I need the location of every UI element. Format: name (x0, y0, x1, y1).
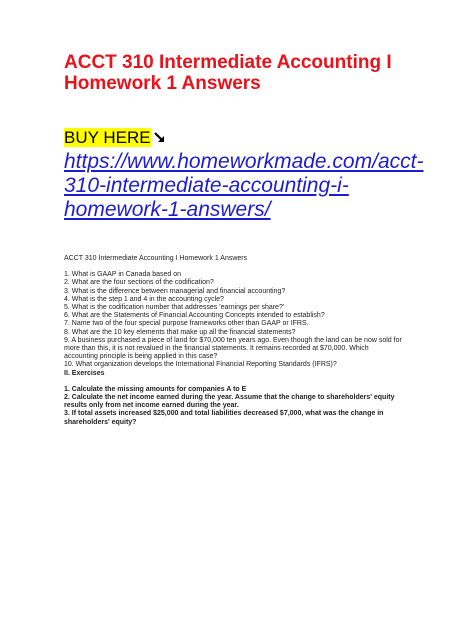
buy-here-banner (64, 128, 166, 147)
section-heading: II. Exercises (64, 369, 105, 377)
exercise-list (64, 386, 404, 427)
question-item: 1. What is GAAP in Canada based on (64, 271, 181, 279)
question-item: 3. What is the difference between managerial and financial accounting? (64, 287, 286, 295)
question-list (64, 271, 404, 369)
buy-here-label: BUY HERE (64, 128, 151, 147)
question-item: 10. What organization develops the International Financial Reporting Standards (IFRS)? (64, 361, 337, 369)
question-item: 8. What are the 10 key elements that make up all the financial statements? (64, 328, 296, 336)
arrow-down-right-icon (153, 129, 166, 142)
document-body (64, 255, 404, 427)
exercise-item: 1. Calculate the missing amounts for companies A to E (64, 385, 247, 393)
question-item: 9. A business purchased a piece of land for $70,000 ten years ago. Even though the land can be now sold for more than this, it is not revalued in the financial statements. It remains recorded at $70,000. Which accounting principle is being applied in this case? (64, 336, 402, 361)
question-item: 6. What are the Statements of Financial Accounting Concepts intended to establish? (64, 312, 325, 320)
exercise-item: 3. If total assets increased $25,000 and total liabilities decreased $7,000, what was the change in shareholders' equity? (64, 410, 384, 426)
product-link[interactable]: https://www.homeworkmade.com/acct-310-intermediate-accounting-i-homework-1-answers/ (64, 150, 424, 221)
question-item: 2. What are the four sections of the codification? (64, 279, 214, 287)
exercise-item: 2. Calculate the net income earned during the year. Assume that the change to shareholders' equity results only from net income earned during the year. (64, 394, 395, 410)
document-title: ACCT 310 Intermediate Accounting I Homework 1 Answers (64, 52, 392, 94)
question-item: 4. What is the step 1 and 4 in the accounting cycle? (64, 295, 224, 303)
question-item: 5. What is the codification number that addresses 'earnings per share?' (64, 304, 285, 312)
question-item: 7. Name two of the four special purpose frameworks other than GAAP or IFRS. (64, 320, 309, 328)
document-header-line: ACCT 310 Intermediate Accounting I Homework 1 Answers (64, 255, 248, 262)
